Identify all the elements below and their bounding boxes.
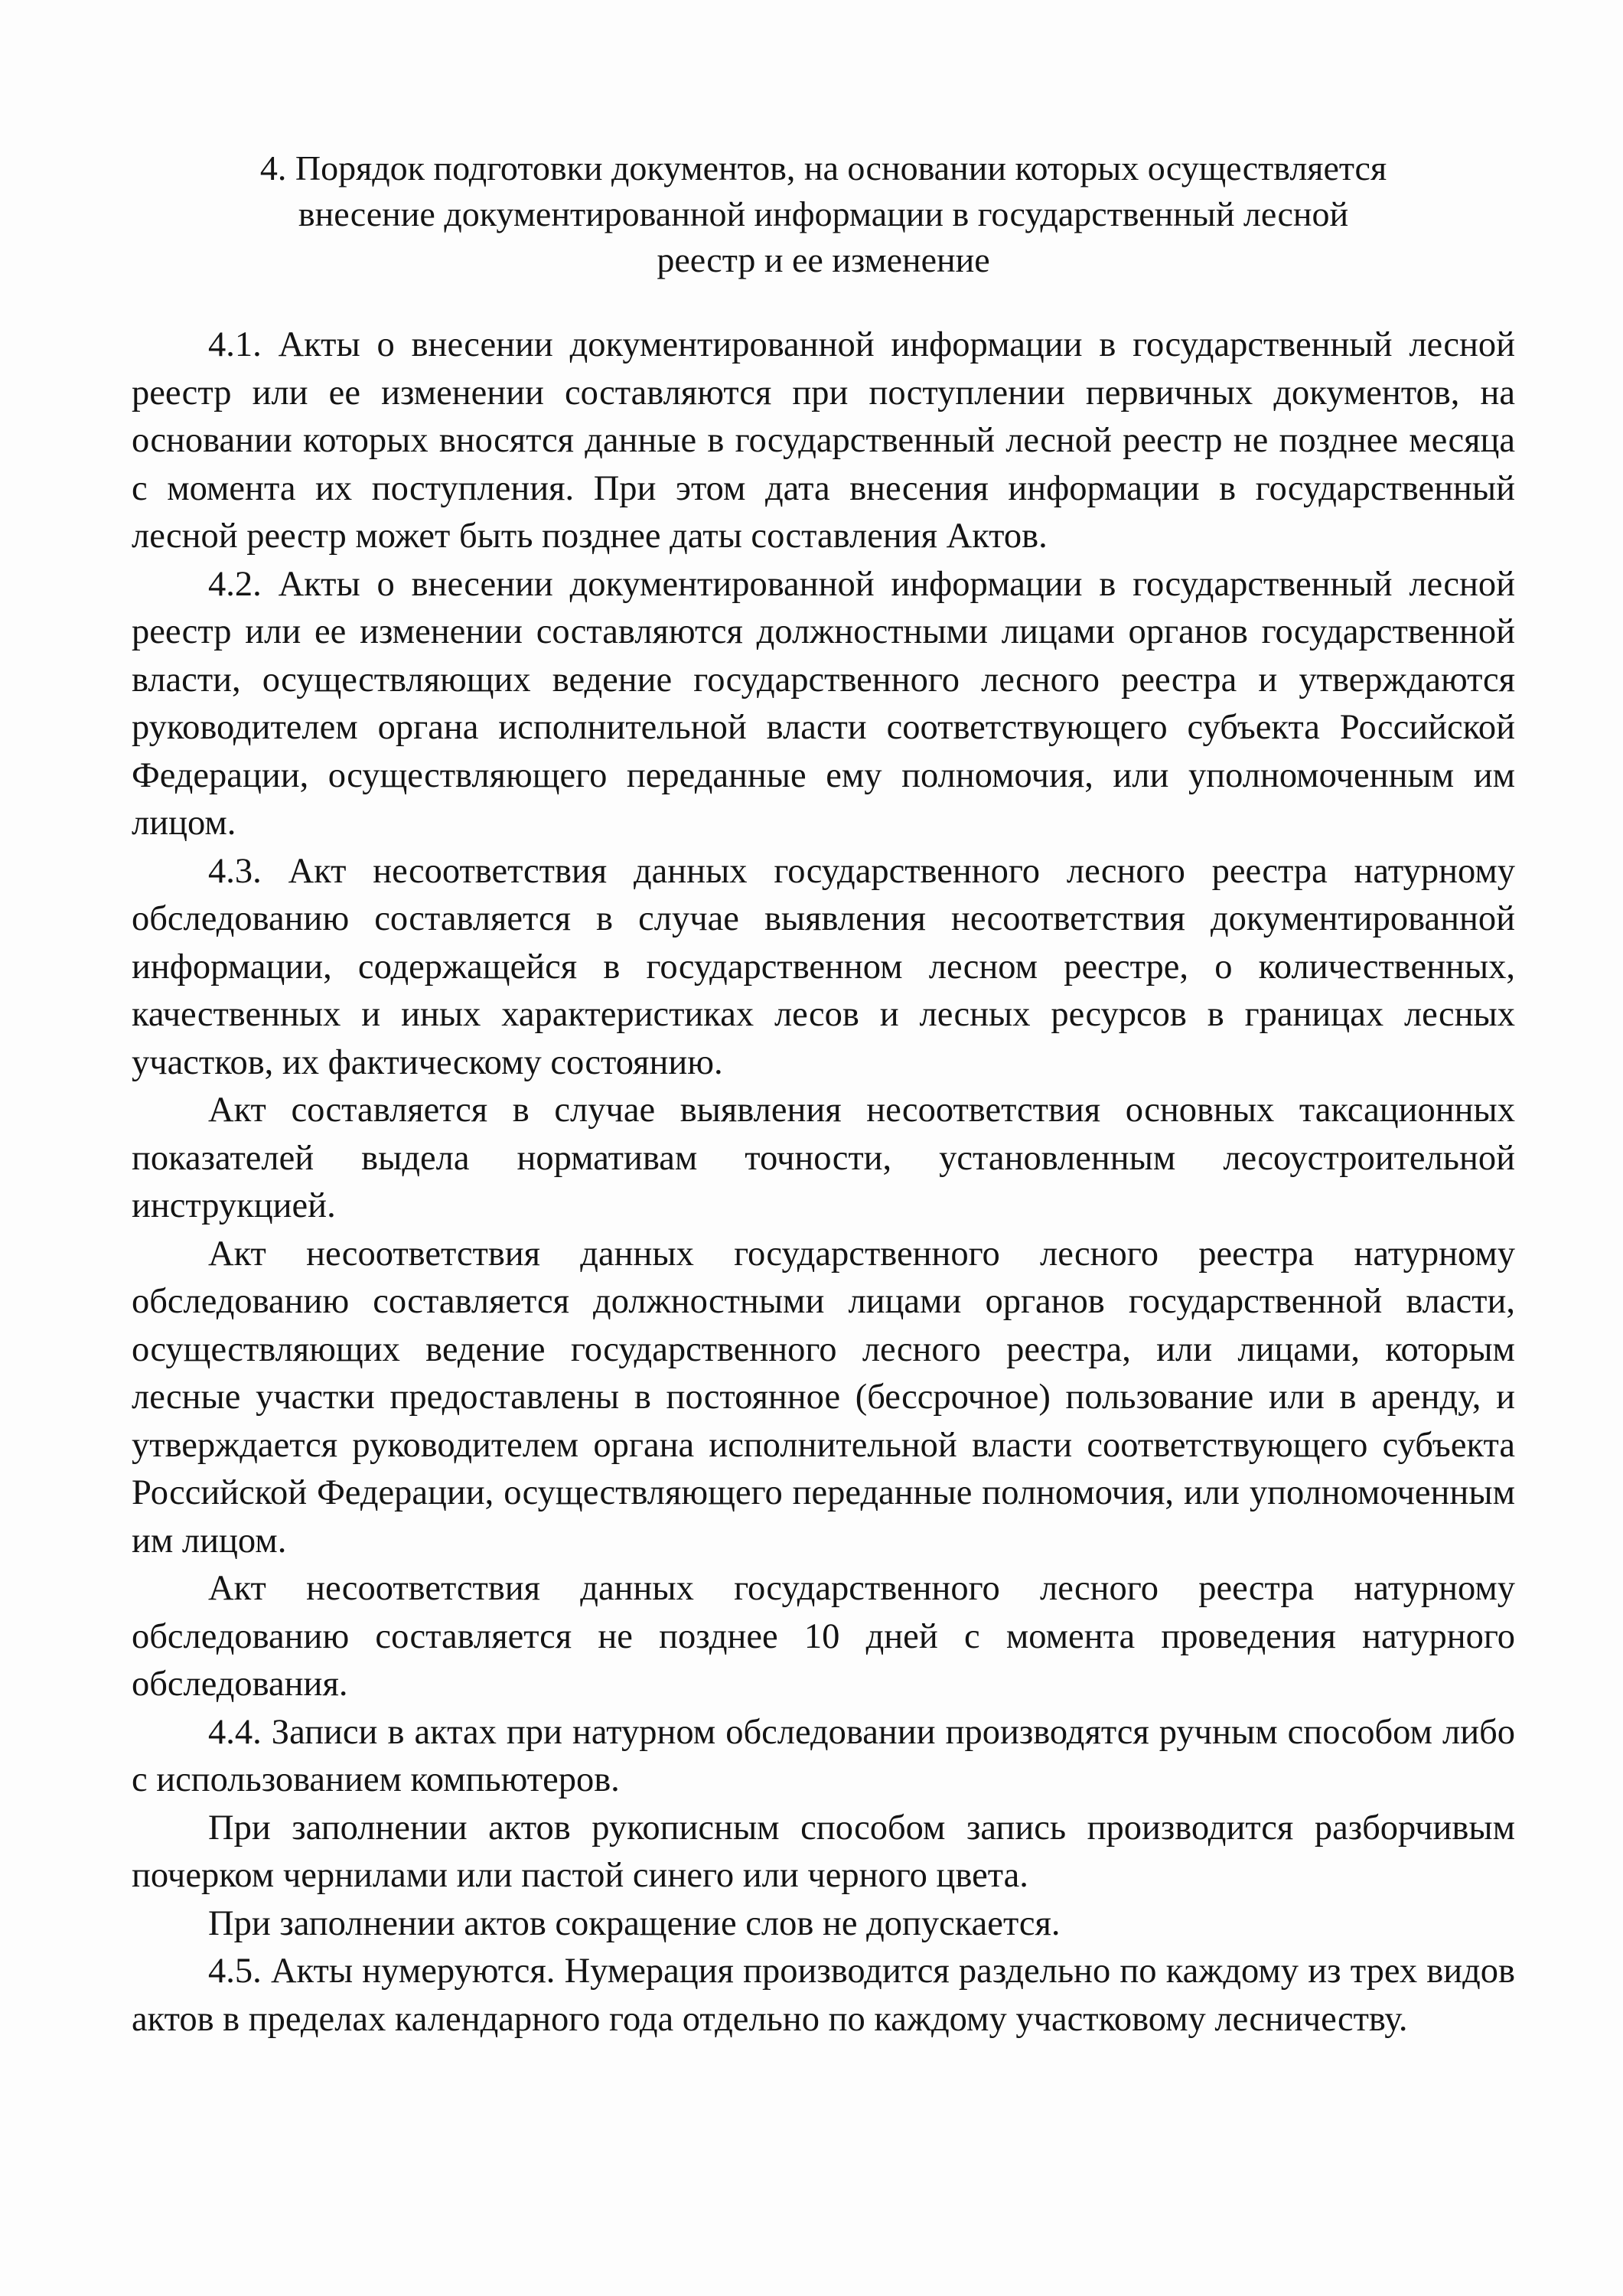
paragraph-4-4-abbreviations: При заполнении актов сокращение слов не допускается.	[208, 1903, 1061, 1943]
paragraph-4-1: 4.1. Акты о внесении документированной информации в государственный лесной реестр или ее изменении составляются при поступлении первичных документов, на основании которых вносятся данные в государственный лесной реестр не позднее месяца с момента их поступления. При этом дата внесения информации в государственный лесной реестр может быть позднее даты составления Актов.	[132, 325, 1515, 556]
document-body	[132, 145, 1515, 2043]
paragraph-4-3-act-deadline: Акт несоответствия данных государственного лесного реестра натурному обследованию составляется не позднее 10 дней с момента проведения натурного обследования.	[132, 1569, 1515, 1704]
paragraph-4-3-act-conditions: Акт составляется в случае выявления несоответствия основных таксационных показателей выдела нормативам точности, установленным лесоустроительной инструкцией.	[132, 1091, 1515, 1225]
paragraph-4-3-act-authors: Акт несоответствия данных государственного лесного реестра натурному обследованию составляется должностными лицами органов государственной власти, осуществляющих ведение государственного лесного реестра, или лицами, которым лесные участки предоставлены в постоянное (бессрочное) пользование или в аренду, и утверждается руководителем органа исполнительной власти соответствующего субъекта Российской Федерации, осуществляющего переданные полномочия, или уполномоченным им лицом.	[132, 1234, 1515, 1561]
paragraph-4-3: 4.3. Акт несоответствия данных государственного лесного реестра натурному обследованию составляется в случае выявления несоответствия документированной информации, содержащейся в государственном лесном реестре, о количественных, качественных и иных характеристиках лесов и лесных ресурсов в границах лесных участков, их фактическому состоянию.	[132, 851, 1515, 1082]
paragraph-4-2: 4.2. Акты о внесении документированной информации в государственный лесной реестр или ее изменении составляются должностными лицами органов государственной власти, осуществляющих ведение государственного лесного реестра и утверждаются руководителем органа исполнительной власти соответствующего субъекта Российской Федерации, осуществляющего переданные ему полномочия, или уполномоченным им лицом.	[132, 564, 1515, 843]
paragraph-4-5: 4.5. Акты нумеруются. Нумерация производится раздельно по каждому из трех видов актов в пределах календарного года отдельно по каждому участковому лесничеству.	[132, 1952, 1515, 2039]
section-heading: 4. Порядок подготовки документов, на основании которых осуществляется внесение документированной информации в государственный лесной реестр и ее изменение	[259, 148, 1387, 279]
paragraph-4-4-handwritten: При заполнении актов рукописным способом запись производится разборчивым почерком чернилами или пастой синего или черного цвета.	[132, 1808, 1515, 1895]
paragraph-4-4: 4.4. Записи в актах при натурном обследовании производятся ручным способом либо с использованием компьютеров.	[132, 1712, 1515, 1799]
